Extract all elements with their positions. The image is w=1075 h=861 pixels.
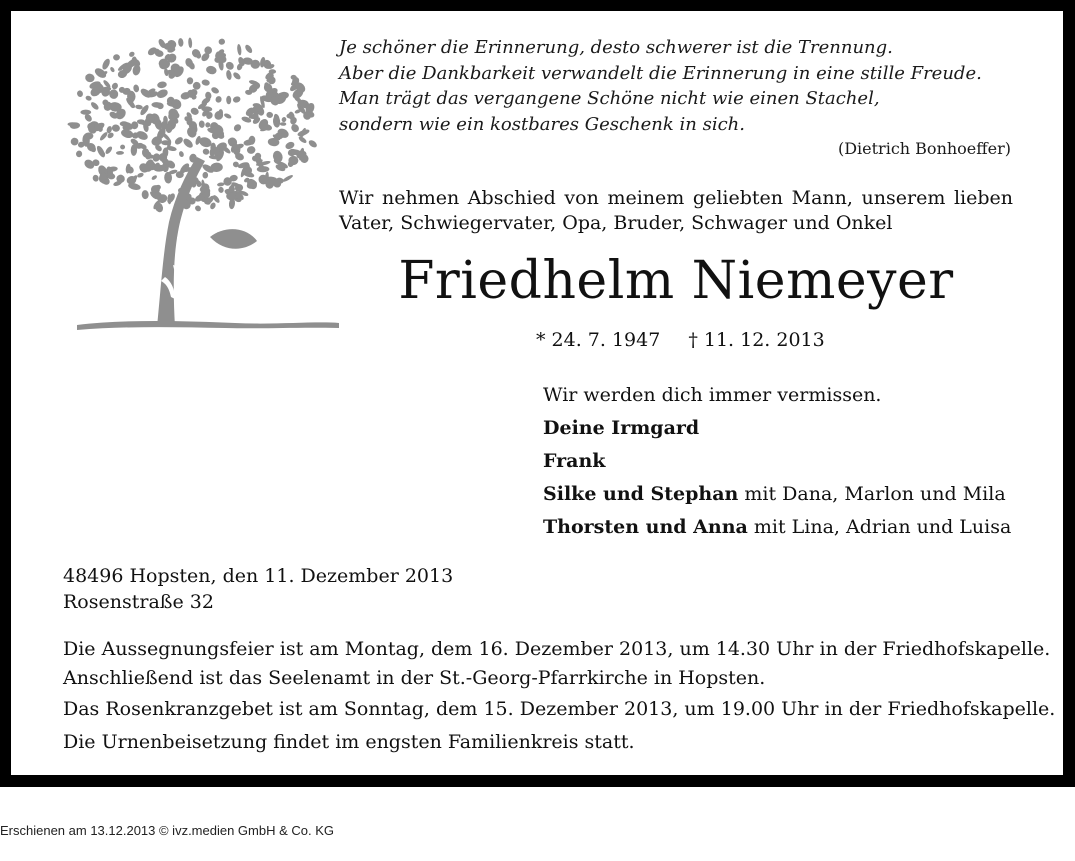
leaf [280, 122, 287, 126]
leaf [224, 60, 235, 71]
leaf [182, 137, 195, 149]
leaf [76, 150, 83, 157]
leaf [70, 137, 79, 146]
farewell-text: Wir nehmen Abschied von meinem geliebten Mann, unserem lieben Vater, Schwiegervater, Opa, Bruder, Schwager und Onkel [339, 187, 1013, 234]
leaf [244, 44, 254, 55]
leaf [157, 81, 168, 89]
leaf [111, 124, 121, 133]
publication-footer: Erschienen am 13.12.2013 © ivz.medien GmbH & Co. KG [0, 823, 335, 838]
leaf [210, 86, 220, 95]
leaf [266, 111, 274, 118]
leaf [95, 145, 106, 159]
leaf [109, 66, 115, 73]
leaf [120, 144, 125, 149]
leaf [218, 38, 225, 45]
leaf [226, 96, 231, 105]
mourner-detail: mit Dana, Marlon und Mila [738, 483, 1006, 505]
leaf [218, 186, 225, 193]
leaf [290, 123, 301, 134]
leaf [199, 120, 205, 128]
leaf [120, 121, 129, 126]
leaf [281, 116, 287, 122]
mourner-entry [543, 412, 1011, 445]
leaf [225, 70, 232, 81]
leaf [113, 54, 120, 60]
mourner-name: Silke und Stephan [543, 483, 739, 505]
leaf [229, 186, 235, 193]
leaf [99, 131, 109, 142]
leaf [90, 101, 100, 111]
obituary-card [11, 11, 1063, 775]
leaf [178, 38, 184, 47]
info-line: Die Urnenbeisetzung findet im engsten Familienkreis statt. [63, 731, 635, 753]
leaf [284, 141, 295, 151]
leaf [215, 95, 223, 103]
place-date: 48496 Hopsten, den 11. Dezember 2013 [63, 565, 454, 587]
leaf [223, 113, 232, 120]
life-dates [536, 329, 825, 351]
street: Rosenstraße 32 [63, 591, 214, 613]
quote-line: sondern wie ein kostbares Geschenk in sich. [339, 113, 745, 135]
leaf [116, 151, 124, 155]
mourner-name: Thorsten und Anna [543, 516, 748, 538]
leaf [80, 110, 91, 115]
mourner-entry [543, 478, 1011, 511]
mourner-entry [543, 445, 1011, 478]
leaf [111, 82, 119, 91]
leaf [101, 58, 111, 71]
mourner-detail: mit Lina, Adrian und Luisa [747, 516, 1012, 538]
bonhoeffer-quote [339, 35, 1029, 137]
leaf [104, 145, 113, 155]
leaf [232, 123, 242, 133]
leaf [141, 190, 149, 199]
leaf [68, 122, 78, 126]
mourner-name: Deine Irmgard [543, 417, 700, 439]
leaf [232, 71, 242, 81]
mourners-intro: Wir werden dich immer vermissen. [543, 384, 882, 406]
leaf [84, 73, 95, 83]
leaf [109, 89, 119, 99]
quote-line: Man trägt das vergangene Schöne nicht wie einen Stachel, [339, 88, 880, 109]
death-date: † 11. 12. 2013 [688, 329, 825, 351]
leaf [187, 77, 193, 84]
leaf [307, 139, 318, 149]
mourners-block [543, 379, 1011, 544]
leaf [188, 37, 193, 48]
address-block [63, 563, 453, 615]
leaf [133, 84, 140, 93]
mourner-entry [543, 511, 1011, 544]
leaf [92, 174, 99, 182]
leaf [247, 146, 256, 155]
info-line: Das Rosenkranzgebet ist am Sonntag, dem 15. Dezember 2013, um 19.00 Uhr in der Friedhofskapelle. [63, 698, 1056, 720]
service-info [63, 635, 1056, 759]
deceased-name: Friedhelm Niemeyer [398, 251, 954, 311]
quote-source: (Dietrich Bonhoeffer) [837, 139, 1011, 158]
leaf [178, 151, 184, 158]
leaf [232, 96, 241, 104]
leaf [192, 81, 201, 90]
quote-line: Aber die Dankbarkeit verwandelt die Erinnerung in eine stille Freude. [339, 62, 982, 84]
leaf [135, 104, 143, 110]
mourner-name: Frank [543, 450, 606, 472]
leaf [136, 172, 144, 179]
leaf [202, 148, 210, 156]
leaf [194, 204, 202, 212]
leaf [237, 44, 242, 56]
quote-line: Je schöner die Erinnerung, desto schwerer ist die Trennung. [339, 37, 893, 58]
birth-date: * 24. 7. 1947 [536, 329, 661, 351]
falling-leaf [210, 229, 257, 249]
leaf [201, 79, 210, 86]
info-line: Die Aussegnungsfeier ist am Montag, dem 16. Dezember 2013, um 14.30 Uhr in der Friedhofskapelle. [63, 638, 1051, 660]
leaf [85, 95, 92, 101]
leaf [151, 174, 158, 180]
leaf [213, 109, 225, 121]
tree-crown [68, 37, 319, 213]
leaf [202, 172, 208, 179]
leaf [205, 65, 217, 76]
info-line: Anschließend ist das Seelenamt in der St.-Georg-Pfarrkirche in Hopsten. [63, 667, 766, 689]
ground-line [77, 321, 339, 330]
leaf [174, 136, 185, 146]
leaf [205, 122, 211, 128]
leaf [76, 90, 84, 98]
funeral-service [63, 635, 1051, 693]
